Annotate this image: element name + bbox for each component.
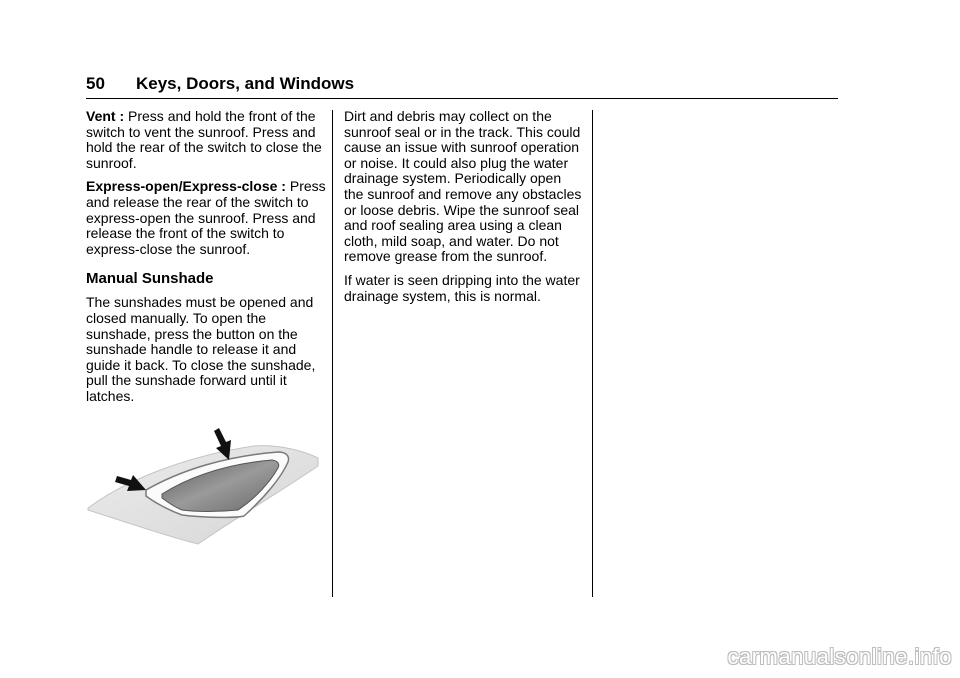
express-term: Express-open/Express-close :	[86, 178, 286, 195]
express-paragraph	[86, 179, 326, 257]
watermark: carmanualsonline.info	[727, 644, 952, 669]
express-text: Press and release the rear of the switch to express-open the sunroof. Press and release the front of the switch to express-close the sunroof.	[86, 178, 326, 257]
vent-text: Press and hold the front of the switch to vent the sunroof. Press and hold the rear of the switch to close the sunroof.	[86, 108, 322, 171]
vent-term: Vent :	[86, 108, 125, 124]
header-rule	[86, 98, 838, 99]
middle-column	[344, 109, 584, 312]
column-divider-2	[592, 110, 593, 597]
page-header	[86, 70, 838, 100]
manual-sunshade-heading: Manual Sunshade	[86, 270, 214, 288]
section-title: Keys, Doors, and Windows	[136, 74, 355, 93]
vent-paragraph	[86, 109, 326, 171]
sunshade-illustration	[86, 418, 322, 550]
page-number: 50	[86, 74, 105, 93]
water-drainage-paragraph: If water is seen dripping into the water drainage system, this is normal.	[344, 271, 580, 304]
dirt-debris-paragraph: Dirt and debris may collect on the sunroof seal or in the track. This could cause an issue with sunroof operation or noise. It could also plug the water drainage system. Periodically open the sunroof and remove any obstacles or loose debris. Wipe the sunroof seal and roof sealing area using a clean cloth, mild soap, and water. Do not remove grease from the sunroof.	[344, 108, 582, 265]
sunshade-paragraph: The sunshades must be opened and closed manually. To open the sunshade, press the button on the sunshade handle to release it and guide it back. To close the sunshade, pull the sunshade forward until it latches.	[86, 294, 316, 404]
left-column	[86, 109, 326, 413]
column-divider-1	[332, 110, 333, 597]
